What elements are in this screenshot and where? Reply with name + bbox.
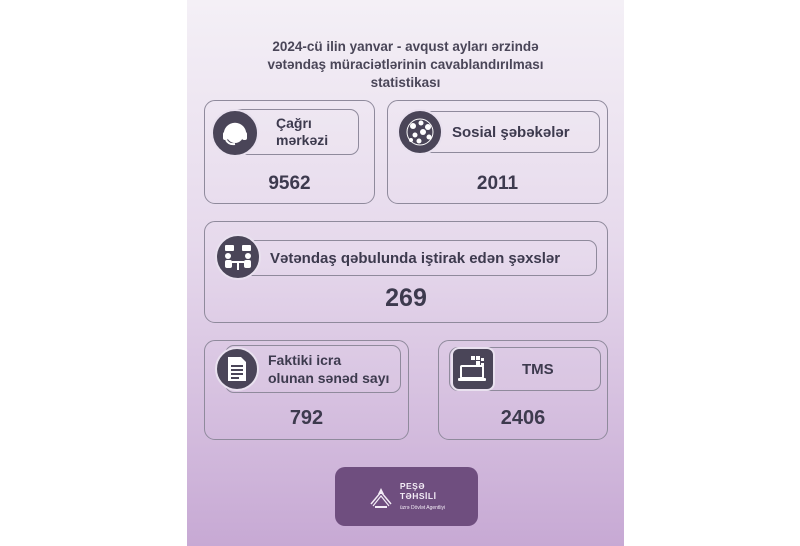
call-center-card [204, 100, 375, 204]
tms-value: 2406 [500, 407, 546, 429]
reception-label: Vətəndaş qəbulunda iştirak edən şəxslər [270, 249, 561, 267]
document-icon [215, 347, 259, 391]
agency-logo [335, 467, 478, 526]
reception-card [204, 221, 608, 323]
documents-value: 792 [289, 407, 324, 429]
tms-card [438, 340, 608, 440]
social-value: 2011 [476, 173, 519, 194]
documents-label-line-2: olunan sənəd sayı [268, 370, 390, 386]
social-label: Sosial şəbəkələr [452, 123, 570, 141]
laptop-icon [451, 347, 495, 391]
logo-line-2: TƏHSİLİ [399, 490, 437, 501]
meeting-icon [215, 234, 261, 280]
call-center-value: 9562 [268, 173, 311, 194]
social-card [387, 100, 608, 204]
social-label-box [416, 111, 600, 153]
title-line-3: statistikası [370, 75, 441, 90]
reception-label-box [233, 240, 597, 276]
call-center-label-line-2: mərkəzi [276, 132, 329, 148]
reception-value: 269 [385, 284, 427, 312]
documents-card [204, 340, 409, 440]
logo-line-1: PEŞƏ [399, 480, 426, 491]
logo-line-3: üzrə Dövlət Agentliyi [399, 504, 446, 511]
documents-label-line-1: Faktiki icra [268, 352, 342, 368]
tms-label: TMS [522, 360, 554, 378]
call-center-label-line-1: Çağrı [276, 115, 312, 131]
book-icon [368, 484, 394, 510]
infographic-panel [187, 0, 624, 546]
social-network-icon [397, 109, 443, 155]
title-line-2: vətəndaş müraciətlərinin cavablandırılması [267, 57, 544, 72]
logo-text [400, 481, 445, 513]
title-line-1: 2024-cü ilin yanvar - avqust ayları ərzində [272, 39, 539, 54]
headset-icon [211, 109, 259, 157]
infographic-title [187, 38, 624, 92]
